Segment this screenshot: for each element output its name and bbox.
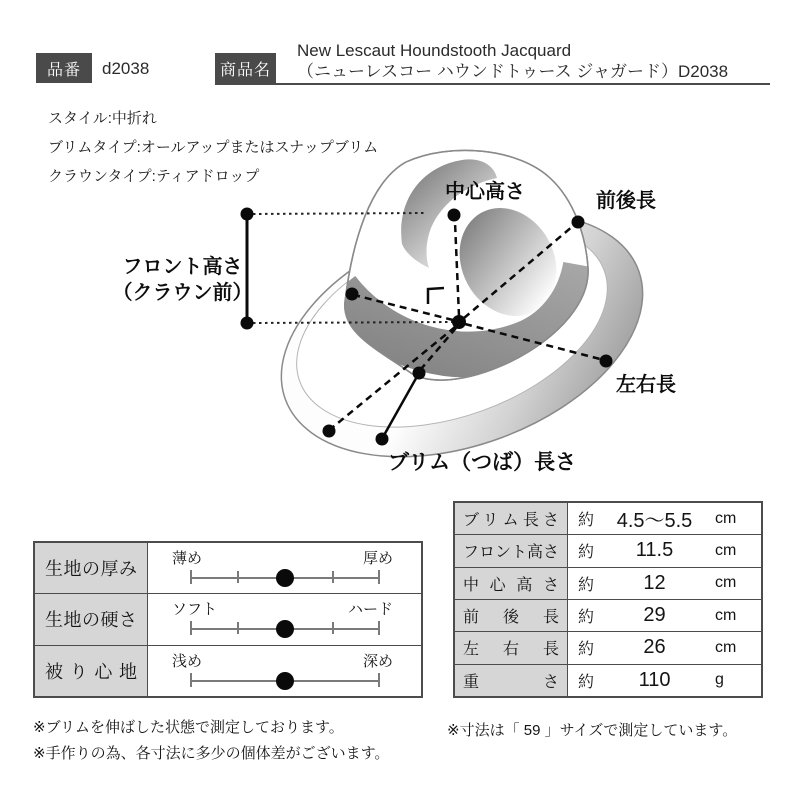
- rating-dot: [276, 620, 294, 638]
- product-title-ja: （ニューレスコー ハウンドトゥース ジャガード）D2038: [297, 62, 729, 81]
- measurement-table: [453, 501, 763, 698]
- spec-crown-type: クラウンタイプ:ティアドロップ: [48, 168, 260, 185]
- table-row: [455, 503, 761, 535]
- approx-mark: 約: [578, 673, 595, 691]
- row-label: ブリム長さ: [463, 512, 559, 530]
- table-row: [455, 632, 761, 664]
- dot-front: [323, 425, 336, 438]
- label-brim-length: ブリム（つば）長さ: [388, 451, 577, 474]
- slider-min-label: ソフト: [172, 601, 218, 619]
- guide-dotted-top: [253, 213, 424, 214]
- row-label: 左右長: [463, 641, 559, 659]
- row-label: 前後長: [463, 609, 559, 627]
- row-label-cell: [35, 594, 148, 644]
- table-row: [455, 665, 761, 696]
- measure-unit: cm: [715, 606, 737, 624]
- label-front-height: [100, 254, 265, 306]
- table-row: [35, 543, 421, 594]
- measure-value: 26: [643, 636, 666, 659]
- approx-mark: 約: [578, 576, 595, 594]
- row-label-cell: [35, 543, 148, 593]
- row-label-cell: [455, 600, 568, 631]
- dot-center: [452, 315, 466, 329]
- row-value-cell: [568, 632, 761, 663]
- rating-slider: [190, 672, 380, 690]
- row-label-cell: [455, 665, 568, 696]
- dot-brim-edge: [376, 433, 389, 446]
- label-front-height-line1: フロント高さ: [122, 256, 243, 278]
- row-label-cell: [455, 503, 568, 534]
- row-label: 被り心地: [45, 661, 137, 682]
- table-row: [455, 535, 761, 567]
- slider-cell: [148, 543, 421, 593]
- rating-slider: [190, 620, 380, 638]
- table-row: [35, 594, 421, 645]
- dot-front-height-bottom: [241, 317, 254, 330]
- approx-mark: 約: [578, 609, 595, 627]
- measure-unit: cm: [715, 541, 737, 559]
- measure-value: 11.5: [635, 539, 674, 562]
- dot-brim-inner: [413, 367, 426, 380]
- row-value-cell: [568, 665, 761, 696]
- slider-cell: [148, 594, 421, 644]
- row-label: 生地の硬さ: [45, 610, 137, 631]
- spec-brim-type: ブリムタイプ:オールアップまたはスナップブリム: [48, 139, 379, 156]
- row-label: 生地の厚み: [45, 559, 137, 580]
- footnote-size-59: ※寸法は「 59 」サイズで測定しています。: [447, 722, 738, 739]
- row-value-cell: [568, 503, 761, 534]
- row-label: フロント高さ: [463, 544, 560, 562]
- label-front-height-line2: （クラウン前）: [112, 282, 253, 304]
- row-label: 中心高さ: [463, 576, 559, 594]
- label-center-height: 中心高さ: [445, 181, 525, 203]
- dot-center-height-top: [448, 209, 461, 222]
- slider-min-label: 薄め: [172, 550, 203, 567]
- slider-max-label: 深め: [362, 652, 393, 670]
- measure-value: 4.5～5.5: [616, 510, 693, 533]
- table-row: [455, 568, 761, 600]
- measure-value: 12: [643, 571, 666, 594]
- measure-unit: cm: [715, 638, 737, 656]
- product-code-tag-label: 品番: [46, 61, 81, 79]
- approx-mark: 約: [578, 641, 595, 659]
- row-value-cell: [568, 600, 761, 631]
- fabric-rating-table: [33, 541, 423, 698]
- rating-slider: [190, 569, 380, 587]
- row-label-cell: [35, 646, 148, 696]
- table-row: [455, 600, 761, 632]
- measure-unit: cm: [715, 574, 737, 592]
- dot-right: [600, 355, 613, 368]
- measure-value: 110: [638, 668, 671, 691]
- footnote-brim-measure: ※ブリムを伸ばした状態で測定しております。: [33, 719, 344, 736]
- slider-max-label: ハード: [347, 601, 393, 619]
- measure-value: 29: [643, 604, 666, 627]
- row-label-cell: [455, 632, 568, 663]
- row-value-cell: [568, 535, 761, 566]
- dot-left: [346, 288, 359, 301]
- dot-front-height-top: [241, 208, 254, 221]
- spec-style: スタイル:中折れ: [48, 110, 157, 127]
- slider-min-label: 浅め: [172, 652, 203, 670]
- rating-dot: [276, 672, 294, 690]
- row-label-cell: [455, 535, 568, 566]
- rating-dot: [276, 569, 294, 587]
- dot-back: [572, 216, 585, 229]
- label-front-back-length: 前後長: [596, 190, 656, 212]
- slider-max-label: 厚め: [362, 550, 393, 567]
- approx-mark: 約: [578, 512, 595, 530]
- slider-cell: [148, 646, 421, 696]
- row-value-cell: [568, 568, 761, 599]
- row-label: 重さ: [463, 673, 559, 691]
- row-label-cell: [455, 568, 568, 599]
- measure-unit: cm: [715, 509, 737, 527]
- table-row: [35, 646, 421, 696]
- measure-unit: g: [715, 671, 724, 689]
- approx-mark: 約: [578, 544, 595, 562]
- product-title-en: New Lescaut Houndstooth Jacquard: [297, 41, 572, 60]
- product-code-value: d2038: [102, 59, 150, 78]
- label-left-right-length: 左右長: [616, 374, 676, 396]
- product-name-tag-label: 商品名: [219, 61, 271, 79]
- footnote-handmade: ※手作りの為、各寸法に多少の個体差がございます。: [33, 745, 390, 762]
